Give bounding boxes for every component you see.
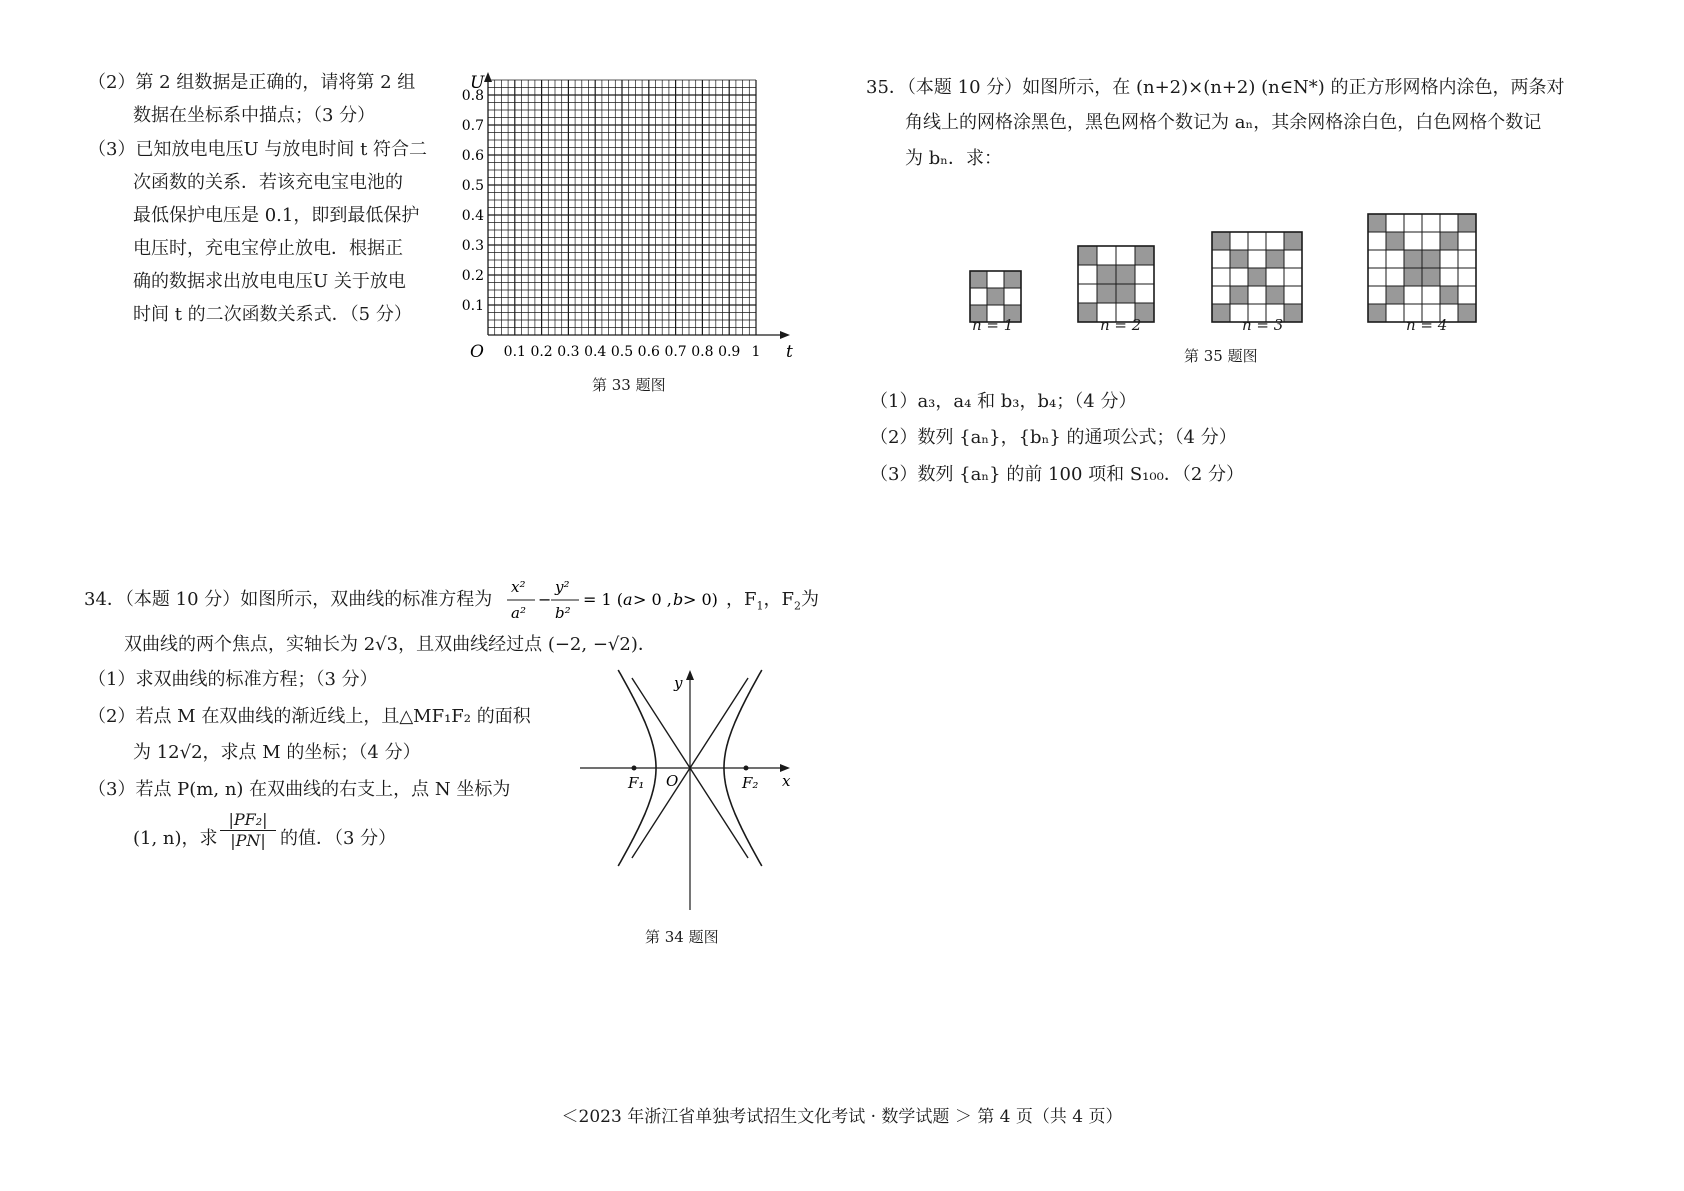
- svg-text:> 0): > 0): [683, 590, 718, 609]
- white-cell: [1404, 286, 1422, 304]
- white-cell: [1368, 286, 1386, 304]
- white-cell: [1458, 286, 1476, 304]
- q33-part2-line2: 数据在坐标系中描点；（3 分）: [133, 105, 376, 126]
- shaded-cell: [1116, 284, 1135, 303]
- foci-comma-f1: ，F: [726, 589, 757, 610]
- shaded-cell: [1422, 250, 1440, 268]
- focus-f1-point: [632, 766, 637, 771]
- white-cell: [1097, 246, 1116, 265]
- white-cell: [1404, 232, 1422, 250]
- focus-f2-point: [744, 766, 749, 771]
- white-cell: [1422, 232, 1440, 250]
- grid-n2: [1078, 246, 1154, 322]
- origin-label: O: [470, 342, 484, 362]
- q35-part1: （1）a₃，a₄ 和 b₃，b₄；（4 分）: [870, 391, 1137, 412]
- grid-label-n1: n = 1: [972, 316, 1014, 334]
- shaded-cell: [1386, 286, 1404, 304]
- shaded-cell: [1458, 304, 1476, 322]
- svg-text:x²: x²: [511, 578, 526, 596]
- shaded-cell: [1116, 265, 1135, 284]
- y-tick-label: 0.2: [461, 268, 484, 284]
- q33-figure-caption: 第 33 题图: [592, 376, 666, 394]
- q33-part3-line5: 确的数据求出放电电压U 关于放电: [133, 271, 406, 292]
- y-tick-label: 0.8: [461, 88, 484, 104]
- q33-part3-line3: 最低保护电压是 0.1，即到最低保护: [133, 205, 420, 226]
- shaded-cell: [1212, 304, 1230, 322]
- white-cell: [1422, 214, 1440, 232]
- q34-figure-caption: 第 34 题图: [645, 928, 719, 946]
- q35-line3: 为 bₙ．求：: [905, 148, 1003, 169]
- foci-comma-f2: ，F: [763, 589, 794, 610]
- shaded-cell: [1230, 250, 1248, 268]
- white-cell: [1212, 250, 1230, 268]
- grid-label-n2: n = 2: [1100, 316, 1142, 334]
- svg-text:−: −: [538, 590, 552, 609]
- white-cell: [1266, 232, 1284, 250]
- shaded-cell: [1368, 214, 1386, 232]
- shaded-cell: [1422, 268, 1440, 286]
- white-cell: [1135, 284, 1154, 303]
- x-axis-arrow: [780, 764, 790, 772]
- q34-part2b: 为 12√2，求点 M 的坐标；（4 分）: [133, 742, 421, 763]
- svg-text:= 1 (: = 1 (: [583, 590, 623, 609]
- q34-part3b-post: 的值．（3 分）: [280, 828, 397, 849]
- y-tick-label: 0.1: [461, 298, 484, 314]
- white-cell: [1458, 268, 1476, 286]
- q34-line2: 双曲线的两个焦点，实轴长为 2√3，且双曲线经过点 (−2, −√2)．: [124, 634, 656, 655]
- q35-line2: 角线上的网格涂黑色，黑色网格个数记为 aₙ，其余网格涂白色，白色网格个数记: [905, 112, 1542, 133]
- svg-text:b²: b²: [555, 604, 571, 622]
- q33-part3-line2: 次函数的关系．若该充电宝电池的: [133, 172, 403, 193]
- shaded-cell: [1266, 286, 1284, 304]
- shaded-cell: [1440, 286, 1458, 304]
- white-cell: [1135, 265, 1154, 284]
- white-cell: [1284, 286, 1302, 304]
- grid-n4: [1368, 214, 1476, 322]
- y-axis-arrow: [484, 72, 492, 82]
- white-cell: [1212, 286, 1230, 304]
- white-cell: [1386, 268, 1404, 286]
- white-cell: [1284, 250, 1302, 268]
- q33-part3-line4: 电压时，充电宝停止放电．根据正: [133, 238, 403, 259]
- q33-part2-line1: （2）第 2 组数据是正确的，请将第 2 组: [88, 72, 416, 93]
- white-cell: [1386, 214, 1404, 232]
- x-tick-label: 0.5: [610, 344, 634, 360]
- shaded-cell: [1458, 214, 1476, 232]
- shaded-cell: [1386, 232, 1404, 250]
- fraction-denominator: |PN|: [230, 831, 266, 850]
- focus-f1-label: F₁: [628, 774, 645, 792]
- shaded-cell: [1230, 286, 1248, 304]
- white-cell: [1230, 268, 1248, 286]
- white-cell: [1284, 268, 1302, 286]
- shaded-cell: [987, 288, 1004, 305]
- svg-text:a²: a²: [511, 604, 526, 622]
- svg-text:> 0 ,: > 0 ,: [633, 590, 672, 609]
- y-tick-label: 0.3: [461, 238, 484, 254]
- white-cell: [1248, 250, 1266, 268]
- shaded-cell: [1404, 268, 1422, 286]
- x-axis-arrow: [780, 331, 790, 339]
- x-tick-label: 0.2: [530, 344, 553, 360]
- x-tick-label: 0.9: [718, 344, 741, 360]
- white-cell: [1440, 214, 1458, 232]
- white-cell: [1386, 304, 1404, 322]
- q34-part1: （1）求双曲线的标准方程；（3 分）: [88, 669, 378, 690]
- q33-part3-line1: （3）已知放电电压U 与放电时间 t 符合二: [88, 139, 428, 160]
- white-cell: [1458, 250, 1476, 268]
- white-cell: [1078, 265, 1097, 284]
- q34-part3b-pre: (1, n)，求: [133, 828, 218, 849]
- x-axis-label: t: [786, 342, 793, 362]
- white-cell: [1368, 268, 1386, 286]
- shaded-cell: [1248, 268, 1266, 286]
- white-cell: [1440, 250, 1458, 268]
- x-tick-label: 0.3: [557, 344, 580, 360]
- shaded-cell: [1097, 284, 1116, 303]
- fraction-numerator: |PF₂|: [228, 810, 268, 829]
- white-cell: [1422, 286, 1440, 304]
- white-cell: [987, 271, 1004, 288]
- shaded-cell: [1440, 232, 1458, 250]
- x-tick-label: 0.6: [637, 344, 660, 360]
- white-cell: [1458, 232, 1476, 250]
- white-cell: [1248, 286, 1266, 304]
- shaded-cell: [1266, 250, 1284, 268]
- y-axis-arrow: [686, 670, 694, 680]
- shaded-cell: [1078, 303, 1097, 322]
- axes: [484, 72, 790, 339]
- q34-fraction: [220, 810, 276, 851]
- white-cell: [1248, 232, 1266, 250]
- white-cell: [1078, 284, 1097, 303]
- white-cell: [1004, 288, 1021, 305]
- white-cell: [1230, 232, 1248, 250]
- x-tick-label: 0.7: [664, 344, 687, 360]
- grid-n1: [970, 271, 1021, 322]
- white-cell: [1440, 268, 1458, 286]
- shaded-cell: [1004, 271, 1021, 288]
- shaded-cell: [1404, 250, 1422, 268]
- y-tick-label: 0.5: [461, 178, 484, 194]
- page-footer: ＜2023 年浙江省单独考试招生文化考试 · 数学试题 ＞ 第 4 页（共 4 页）: [561, 1107, 1123, 1127]
- shaded-cell: [1212, 232, 1230, 250]
- white-cell: [1386, 250, 1404, 268]
- foci-end: 为: [801, 589, 819, 610]
- white-cell: [1116, 246, 1135, 265]
- x-tick-label: 1: [751, 344, 761, 360]
- q34-part3a: （3）若点 P(m, n) 在双曲线的右支上，点 N 坐标为: [88, 779, 511, 800]
- svg-text:b: b: [673, 590, 684, 609]
- y-axis-label: y: [674, 674, 683, 692]
- svg-text:a: a: [623, 590, 633, 609]
- shaded-cell: [1135, 246, 1154, 265]
- y-tick-label: 0.4: [461, 208, 484, 224]
- x-tick-label: 0.4: [584, 344, 607, 360]
- white-cell: [1266, 268, 1284, 286]
- grid-lines: [488, 80, 756, 335]
- x-axis-label: x: [782, 772, 791, 790]
- white-cell: [1368, 232, 1386, 250]
- grid-n3: [1212, 232, 1302, 322]
- origin-label: O: [666, 772, 679, 790]
- shaded-cell: [1078, 246, 1097, 265]
- white-cell: [1368, 250, 1386, 268]
- q33-part3-line6: 时间 t 的二次函数关系式．（5 分）: [133, 304, 412, 325]
- shaded-cell: [970, 271, 987, 288]
- q35-part2: （2）数列 {aₙ}，{bₙ} 的通项公式；（4 分）: [870, 427, 1237, 448]
- x-tick-label: 0.1: [503, 344, 526, 360]
- y-tick-label: 0.6: [461, 148, 484, 164]
- q34-line1-prefix: 34．（本题 10 分）如图所示，双曲线的标准方程为: [84, 589, 493, 610]
- q33-coordinate-grid-chart: [440, 70, 810, 370]
- focus-f2-label: F₂: [742, 774, 759, 792]
- q35-figure-caption: 第 35 题图: [1184, 347, 1258, 365]
- q35-part3: （3）数列 {aₙ} 的前 100 项和 S₁₀₀．（2 分）: [870, 464, 1244, 485]
- shaded-cell: [1284, 304, 1302, 322]
- grid-label-n4: n = 4: [1406, 316, 1448, 334]
- grid-label-n3: n = 3: [1242, 316, 1284, 334]
- shaded-cell: [1284, 232, 1302, 250]
- q35-line1: 35．（本题 10 分）如图所示，在 (n+2)×(n+2) (n∈N*) 的正方形网格内涂色，两条对: [866, 77, 1565, 98]
- svg-text:y²: y²: [555, 578, 570, 596]
- shaded-cell: [1368, 304, 1386, 322]
- q34-part2a: （2）若点 M 在双曲线的渐近线上，且△MF₁F₂ 的面积: [88, 706, 531, 727]
- white-cell: [970, 288, 987, 305]
- x-tick-label: 0.8: [691, 344, 714, 360]
- white-cell: [1212, 268, 1230, 286]
- q34-line1-foci: ，$F_1$，$F_2$为: [726, 589, 819, 613]
- white-cell: [1404, 214, 1422, 232]
- y-tick-label: 0.7: [461, 118, 484, 134]
- y-axis-label: U: [470, 73, 485, 93]
- q34-hyperbola-figure: [570, 668, 800, 918]
- q34-hyperbola-equation: [505, 574, 727, 626]
- shaded-cell: [1097, 265, 1116, 284]
